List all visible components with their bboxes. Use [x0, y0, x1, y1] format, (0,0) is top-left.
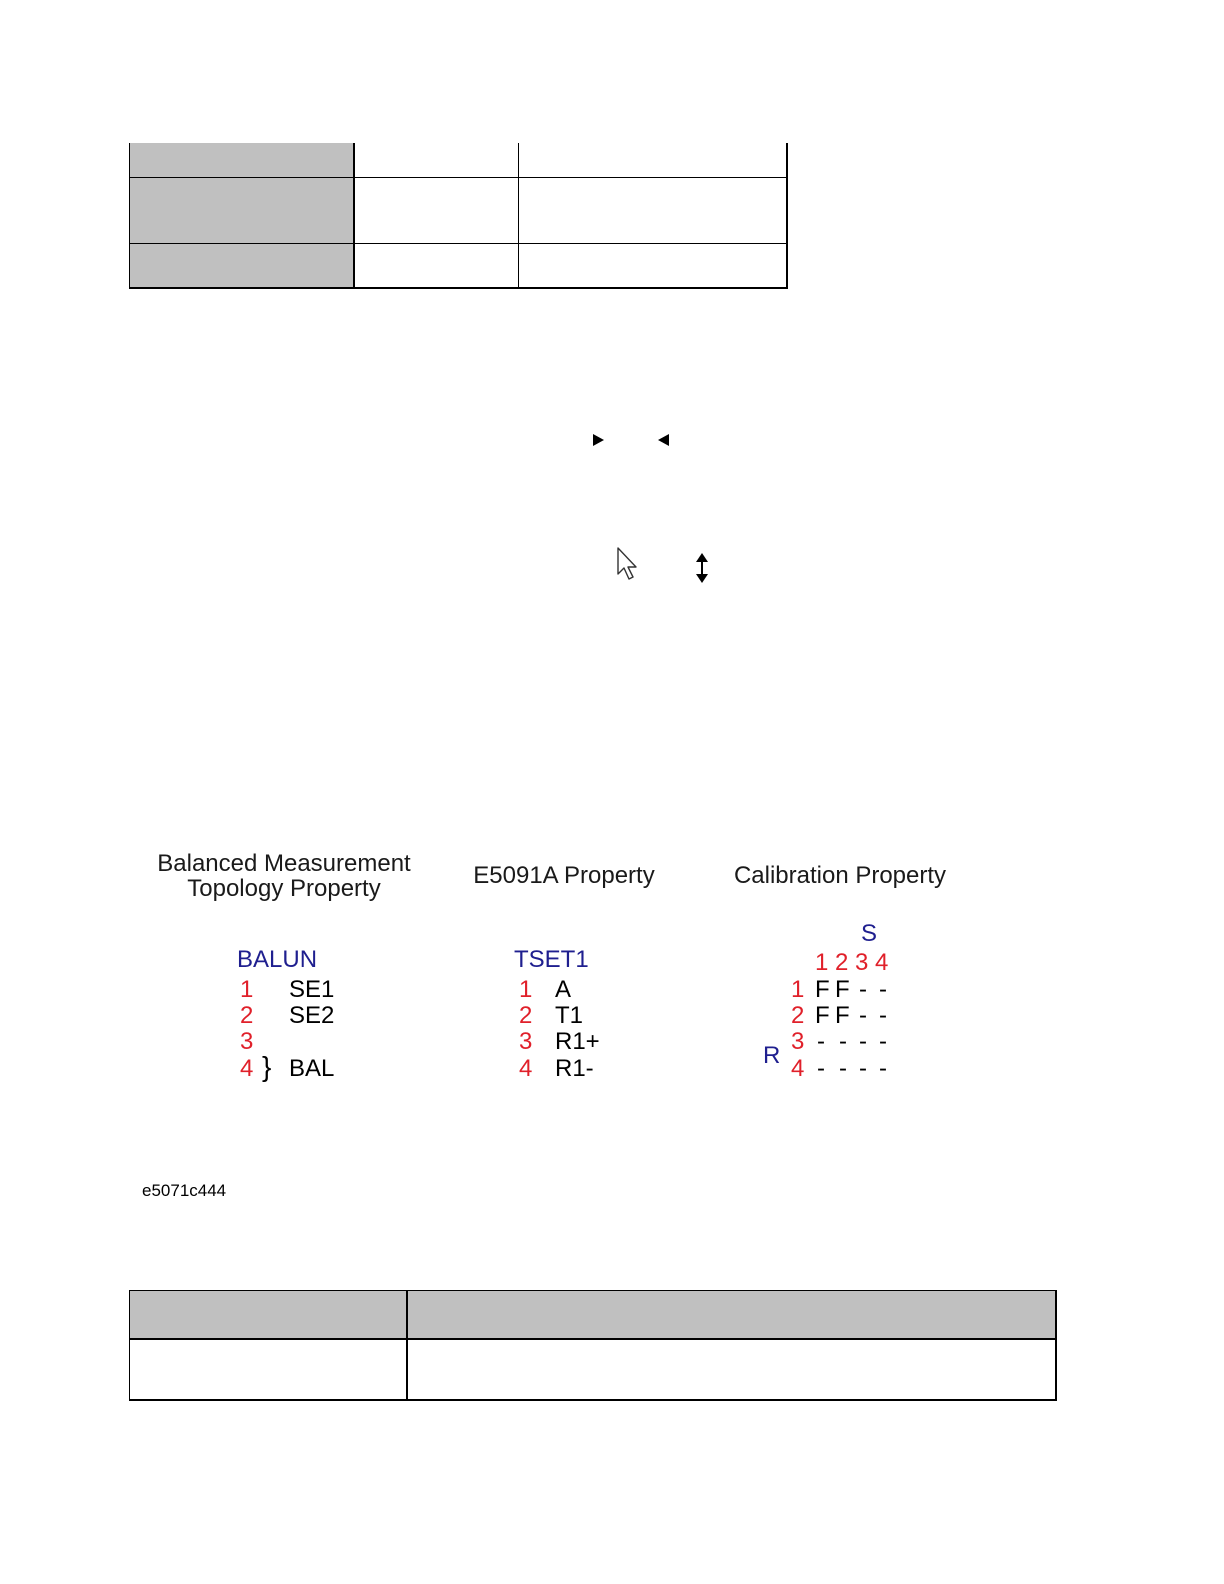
balun-port-label: SE2 — [289, 1002, 335, 1029]
table-divider — [129, 143, 130, 289]
table-divider — [129, 1399, 1057, 1401]
balun-port-number: 1 — [240, 976, 254, 1003]
balun-port-label: SE1 — [289, 976, 335, 1003]
top-table-cell — [519, 143, 788, 178]
balun-port-number: 3 — [240, 1028, 254, 1055]
bottom-table-cell — [407, 1339, 1057, 1401]
balun-port-number: 4 — [240, 1055, 254, 1082]
matrix-cell: - — [839, 1055, 847, 1082]
e5091a-header: E5091A Property — [473, 862, 655, 889]
matrix-cell: F — [835, 1002, 850, 1029]
matrix-cell: - — [817, 1055, 825, 1082]
bottom-table — [129, 1290, 1057, 1401]
balun-port-number: 2 — [240, 1002, 254, 1029]
table-divider — [786, 143, 788, 289]
matrix-col-number: 2 — [835, 949, 849, 976]
balanced-pair-brace: } — [262, 1051, 272, 1082]
header-line: Topology Property — [187, 875, 381, 902]
top-table-row — [129, 244, 788, 289]
table-divider — [129, 1290, 1057, 1291]
matrix-col-number: 4 — [875, 949, 889, 976]
table-divider — [518, 143, 519, 289]
top-table-cell — [129, 244, 354, 289]
tset-port-number: 3 — [519, 1028, 533, 1055]
matrix-cell: F — [815, 1002, 830, 1029]
tset-port-number: 4 — [519, 1055, 533, 1082]
tset-port-number: 2 — [519, 1002, 533, 1029]
tset-port-number: 1 — [519, 976, 533, 1003]
calibration-s-label: S — [861, 920, 878, 947]
matrix-cell: - — [859, 976, 867, 1003]
top-table-cell — [354, 143, 519, 178]
table-divider — [129, 1338, 1057, 1340]
matrix-row-number: 3 — [791, 1028, 805, 1055]
table-divider — [129, 287, 788, 289]
triangle-right-icon — [593, 434, 604, 446]
top-table-cell — [354, 178, 519, 244]
matrix-cell: - — [859, 1002, 867, 1029]
matrix-row-number: 2 — [791, 1002, 805, 1029]
top-table — [129, 143, 788, 289]
top-table-cell — [519, 244, 788, 289]
table-divider — [406, 1290, 408, 1401]
header-line: Balanced Measurement — [157, 850, 411, 877]
matrix-cell: F — [815, 976, 830, 1003]
matrix-row-number: 1 — [791, 976, 805, 1003]
up-down-arrow-icon — [694, 552, 710, 584]
matrix-cell: - — [839, 1028, 847, 1055]
matrix-cell: - — [817, 1028, 825, 1055]
top-table-row — [129, 178, 788, 244]
table-divider — [129, 243, 788, 244]
top-table-cell — [129, 178, 354, 244]
tset-port-label: A — [555, 976, 572, 1003]
bottom-table-header — [129, 1290, 1057, 1339]
bottom-table-header-cell — [129, 1290, 407, 1339]
top-table-row — [129, 143, 788, 178]
top-table-cell — [129, 143, 354, 178]
matrix-cell: - — [879, 976, 887, 1003]
calibration-header: Calibration Property — [733, 862, 947, 889]
matrix-row-number: 4 — [791, 1055, 805, 1082]
table-divider — [129, 1290, 130, 1401]
calibration-r-label: R — [763, 1042, 781, 1069]
matrix-cell: - — [879, 1028, 887, 1055]
tset-port-label: R1+ — [555, 1028, 600, 1055]
balun-port-label: BAL — [289, 1055, 335, 1082]
tset-port-label: T1 — [555, 1002, 584, 1029]
balun-title: BALUN — [237, 946, 318, 973]
bottom-table-cell — [129, 1339, 407, 1401]
matrix-cell: - — [859, 1028, 867, 1055]
matrix-cell: - — [879, 1002, 887, 1029]
bottom-table-header-cell — [407, 1290, 1057, 1339]
balanced-topology-header — [134, 851, 434, 901]
mouse-pointer-icon — [615, 546, 641, 584]
matrix-col-number: 1 — [815, 949, 829, 976]
table-divider — [353, 143, 355, 289]
top-table-cell — [519, 178, 788, 244]
top-table-cell — [354, 244, 519, 289]
matrix-cell: - — [879, 1055, 887, 1082]
table-divider — [1055, 1290, 1057, 1401]
tset-title: TSET1 — [514, 946, 589, 973]
table-divider — [129, 177, 788, 178]
matrix-col-number: 3 — [855, 949, 869, 976]
triangle-left-icon — [658, 434, 669, 446]
matrix-cell: F — [835, 976, 850, 1003]
figure-caption: e5071c444 — [142, 1181, 227, 1200]
tset-port-label: R1- — [555, 1055, 594, 1082]
matrix-cell: - — [859, 1055, 867, 1082]
